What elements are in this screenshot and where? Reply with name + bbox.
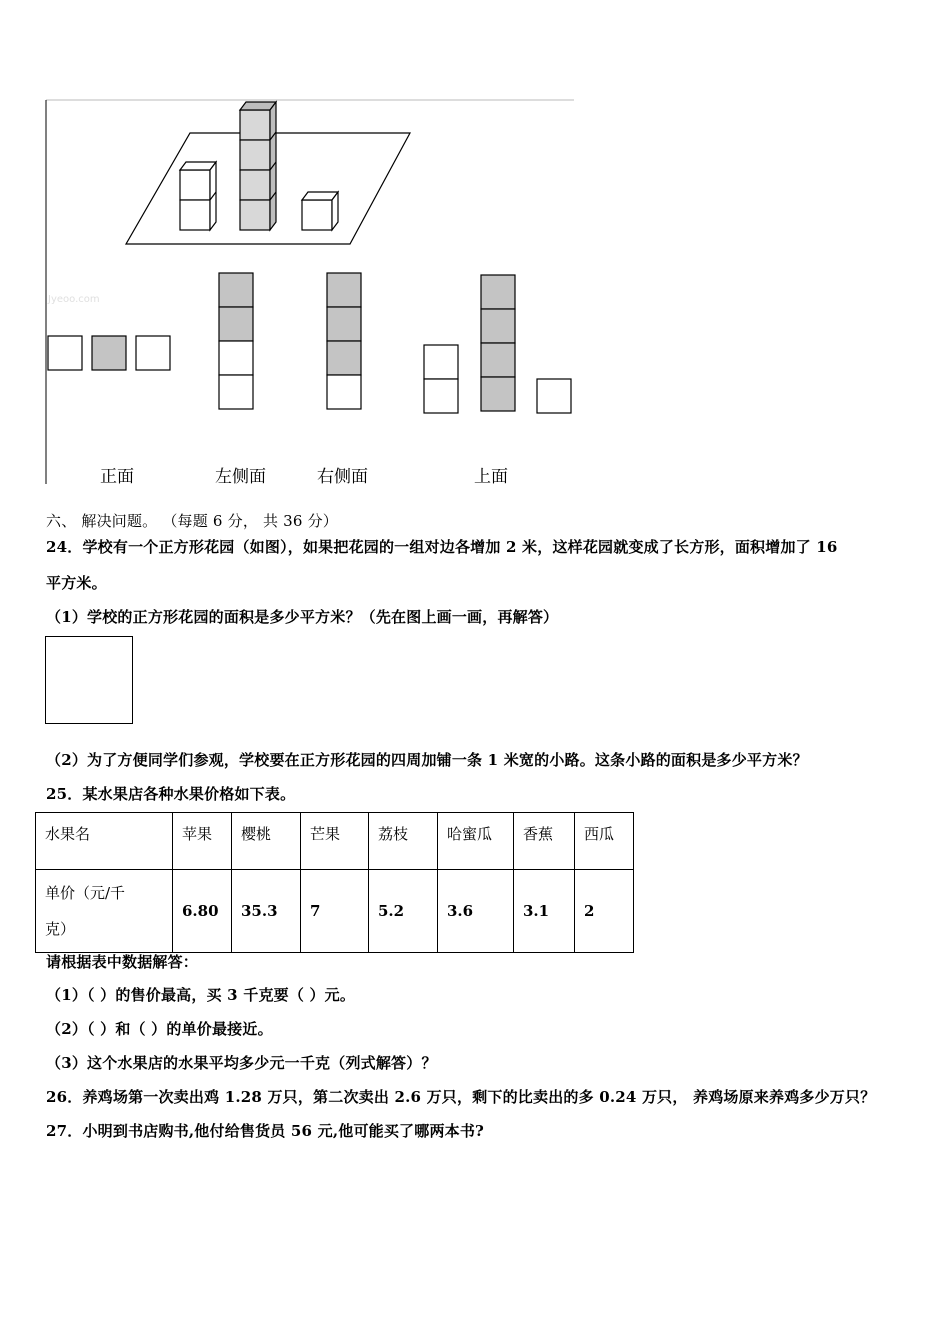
- front-cell: [48, 336, 82, 370]
- front-cell: [136, 336, 170, 370]
- price-cell: 6.80: [173, 870, 232, 953]
- figure-drawing: [44, 98, 576, 486]
- top-cell: [424, 345, 458, 379]
- table-row: [36, 870, 634, 953]
- three-view-figure: [44, 98, 576, 486]
- right-view: [327, 273, 361, 409]
- left-cell: [219, 341, 253, 375]
- q24-part2: （2）为了方便同学们参观，学校要在正方形花园的四周加铺一条 1 米宽的小路。这条小路的面积是多少平方米？: [46, 751, 808, 769]
- q24-line1: 24．学校有一个正方形花园（如图），如果把花园的一组对边各增加 2 米，这样花园就变成了长方形，面积增加了 16: [46, 538, 838, 556]
- right-cell: [327, 375, 361, 409]
- q24-part1: （1）学校的正方形花园的面积是多少平方米？（先在图上画一画，再解答）: [46, 608, 559, 626]
- price-cell: 2: [575, 870, 634, 953]
- right-cell: [327, 273, 361, 307]
- cube-stack-2: [180, 162, 216, 230]
- q26-text: 26．养鸡场第一次卖出鸡 1.28 万只，第二次卖出 2.6 万只，剩下的比卖出的多 0.24 万只， 养鸡场原来养鸡多少万只？: [46, 1088, 876, 1106]
- cube-single: [302, 192, 338, 230]
- watermark-text: Jyeoo.com: [48, 294, 100, 305]
- right-cell: [327, 307, 361, 341]
- top-view: [424, 275, 571, 413]
- q25-sub3: （3）这个水果店的水果平均多少元一千克（列式解答）？: [46, 1054, 437, 1072]
- left-cell: [219, 273, 253, 307]
- q25-stem: 25．某水果店各种水果价格如下表。: [46, 785, 296, 803]
- front-view: [48, 336, 170, 370]
- top-cell: [537, 379, 571, 413]
- view-label-top: 上面: [474, 467, 508, 487]
- fruit-name-cell: 西瓜: [575, 813, 634, 870]
- top-cell: [481, 275, 515, 309]
- view-label-front: 正面: [100, 467, 134, 487]
- price-cell: 35.3: [232, 870, 301, 953]
- price-label-line2: 克）: [45, 920, 76, 938]
- left-cell: [219, 375, 253, 409]
- square-garden-figure: [45, 636, 133, 724]
- price-label-line1: 单价（元/千: [45, 884, 126, 902]
- price-cell: 3.1: [514, 870, 575, 953]
- q25-sub2: （2）（ ）和（ ）的单价最接近。: [46, 1020, 273, 1038]
- q25-prompt: 请根据表中数据解答：: [46, 953, 199, 971]
- table-row: [36, 813, 634, 870]
- fruit-price-table: [35, 812, 634, 953]
- view-label-right: 右侧面: [317, 467, 368, 487]
- q27-text: 27．小明到书店购书,他付给售货员 56 元,他可能买了哪两本书?: [46, 1122, 485, 1140]
- top-cell: [481, 377, 515, 411]
- fruit-name-cell: 哈蜜瓜: [438, 813, 514, 870]
- q25-sub1: （1）（ ）的售价最高，买 3 千克要（ ）元。: [46, 986, 356, 1004]
- price-cell: 3.6: [438, 870, 514, 953]
- top-cell: [481, 343, 515, 377]
- fruit-name-cell: 芒果: [301, 813, 369, 870]
- front-cell: [92, 336, 126, 370]
- section-title: 六、 解决问题。 （每题 6 分， 共 36 分）: [46, 512, 339, 530]
- q24-line2: 平方米。: [46, 574, 107, 592]
- price-label-cell: [36, 870, 173, 953]
- fruit-name-cell: 苹果: [173, 813, 232, 870]
- right-cell: [327, 341, 361, 375]
- view-label-left: 左侧面: [215, 467, 266, 487]
- header-label-cell: 水果名: [36, 813, 173, 870]
- left-view: [219, 273, 253, 409]
- price-cell: 5.2: [369, 870, 438, 953]
- fruit-name-cell: 樱桃: [232, 813, 301, 870]
- price-cell: 7: [301, 870, 369, 953]
- fruit-name-cell: 香蕉: [514, 813, 575, 870]
- top-cell: [481, 309, 515, 343]
- left-cell: [219, 307, 253, 341]
- cube-stack-4: [240, 102, 276, 230]
- fruit-name-cell: 荔枝: [369, 813, 438, 870]
- top-cell: [424, 379, 458, 413]
